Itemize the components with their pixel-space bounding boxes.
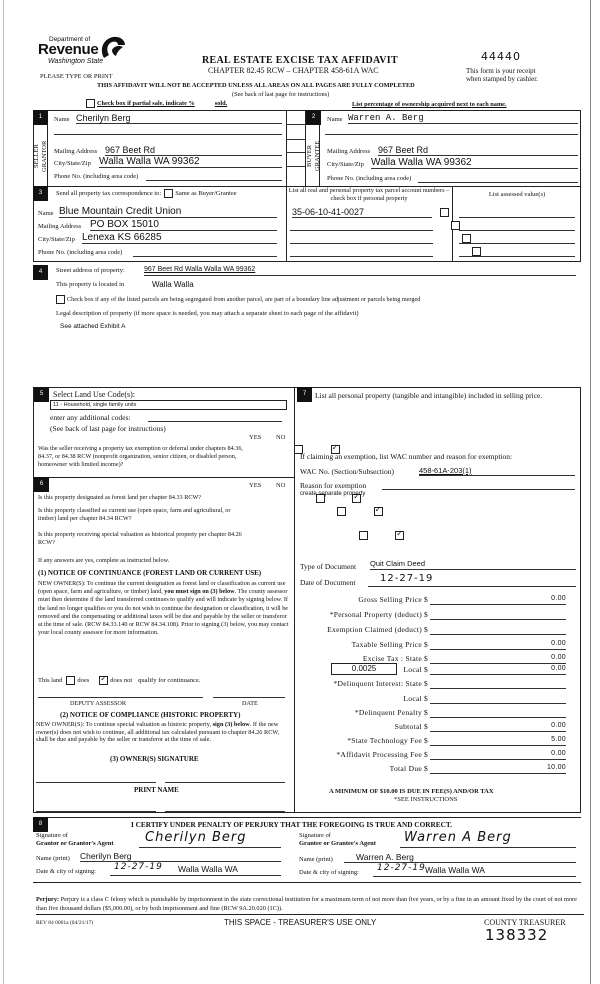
parcel-number-field-4[interactable] xyxy=(290,256,433,257)
please-type-note: PLEASE TYPE OR PRINT xyxy=(40,73,113,80)
gross-selling-price-label: Gross Selling Price xyxy=(358,595,422,604)
perjury-certification: I CERTIFY UNDER PENALTY OF PERJURY THAT THE FOREGOING IS TRUE AND CORRECT. xyxy=(131,820,453,829)
receipt-note-1: This form is your receipt xyxy=(466,67,536,75)
owner-signature-title: (3) OWNER(S) SIGNATURE xyxy=(110,755,199,763)
affidavit-processing-fee-field[interactable]: 0.00 xyxy=(430,750,566,760)
seller-side-column xyxy=(33,110,48,186)
section6-yes-header: YES xyxy=(249,482,262,489)
document-date-field[interactable]: 12-27-19 xyxy=(368,575,576,587)
deputy-assessor-signature-field[interactable] xyxy=(38,697,203,698)
state-technology-fee-label: *State Technology Fee xyxy=(347,736,422,745)
taxable-selling-price-label: Taxable Selling Price xyxy=(351,640,422,649)
segregate-label: Check box if any of the listed parcels are being segregated from another parcel, are part of a boundary line adjustment or parcels being merged xyxy=(67,296,421,303)
parcel-number-field-3[interactable] xyxy=(290,243,433,244)
assessed-value-field-1[interactable] xyxy=(459,217,575,218)
section-8-number: 8 xyxy=(33,817,48,832)
section-3-number: 3 xyxy=(33,186,48,201)
personal-property-checkbox-4[interactable] xyxy=(472,247,481,256)
grantee-name-label: Name (print) xyxy=(299,856,333,863)
personal-property-deduct-row: *Personal Property (deduct) $ xyxy=(300,610,576,621)
buyer-mailing-label: Mailing Address xyxy=(327,148,371,155)
state-technology-fee-field[interactable]: 5.00 xyxy=(430,736,566,746)
parcel-number-field-2[interactable] xyxy=(290,230,433,231)
same-as-buyer-checkbox[interactable] xyxy=(164,189,173,198)
wac-number-label: WAC No. (Section/Subsection) xyxy=(300,467,394,476)
exemption-reason-value[interactable]: create separate property xyxy=(300,491,366,497)
print-name-field-1[interactable] xyxy=(36,811,156,812)
exemption-claimed-label: Exemption Claimed (deduct) xyxy=(327,625,422,634)
partial-sale-row xyxy=(86,99,227,108)
personal-property-checkbox-3[interactable] xyxy=(462,234,471,243)
grantor-date-city-field[interactable]: 12-27-19 Walla Walla WA xyxy=(110,864,281,876)
logo-line2: Revenue xyxy=(38,41,99,58)
correspondence-phone-field[interactable] xyxy=(133,249,277,257)
grantee-signature-label-2: Grantee or Grantee's Agent xyxy=(299,840,376,847)
correspondence-city-label: City/State/Zip xyxy=(38,236,75,243)
see-instructions-note: *SEE INSTRUCTIONS xyxy=(394,796,458,803)
section-6-number: 6 xyxy=(34,477,49,492)
does-label: does xyxy=(77,677,90,684)
current-use-question: Is this property classified as current use (open space, farm and agricultural, or timber) land per chapter 84.34 RCW? xyxy=(38,507,231,522)
total-due-label: Total Due xyxy=(389,764,422,773)
does-not-label: does not xyxy=(110,677,133,684)
document-date-label: Date of Document xyxy=(300,578,356,587)
print-name-field-2[interactable] xyxy=(165,811,285,812)
section-2-number: 2 xyxy=(306,110,321,125)
delinquent-interest-local-row: Local $ xyxy=(300,694,576,705)
seller-name-label: Name xyxy=(54,116,70,123)
seller-city-label: City/State/Zip xyxy=(54,160,91,167)
delinquent-interest-local-field[interactable] xyxy=(430,694,566,704)
affidavit-processing-fee-row: *Affidavit Processing Fee $ 0.00 xyxy=(336,750,566,759)
correspondence-name-field[interactable]: Blue Mountain Credit Union xyxy=(59,206,277,218)
form-subtitle: CHAPTER 82.45 RCW – CHAPTER 458-61A WAC xyxy=(208,66,379,75)
dor-swoosh-logo-icon xyxy=(100,36,126,60)
personal-property-deduct-field[interactable] xyxy=(430,610,566,620)
parcel-number-field-1[interactable]: 35-06-10-41-0027 xyxy=(292,207,432,218)
personal-property-deduct-label: *Personal Property (deduct) xyxy=(329,610,422,619)
current-use-yes-checkbox[interactable] xyxy=(337,507,346,516)
send-correspondence-row xyxy=(56,189,237,198)
delinquent-interest-state-row: *Delinquent Interest: State $ xyxy=(300,679,576,690)
date-label: DATE xyxy=(242,700,258,707)
does-not-qualify-checkbox[interactable] xyxy=(99,676,108,685)
correspondence-mailing-label: Mailing Address xyxy=(38,223,82,230)
grantor-name-field[interactable]: Cherilyn Berg xyxy=(80,851,281,862)
see-back-note: (See back of last page for instructions) xyxy=(232,91,330,98)
state-technology-fee-row: *State Technology Fee $ 5.00 xyxy=(347,736,566,745)
delinquent-penalty-label: *Delinquent Penalty xyxy=(354,708,422,717)
land-use-select[interactable]: 11 - Household, single family units xyxy=(50,400,287,410)
total-due-row: Total Due $ 10.00 xyxy=(389,764,566,773)
handwritten-treasurer-number: 138332 xyxy=(485,926,549,944)
logo-line1: Department of xyxy=(49,36,91,43)
partial-sale-checkbox[interactable] xyxy=(86,99,95,108)
document-type-label: Type of Document xyxy=(300,562,357,571)
affidavit-processing-fee-label: *Affidavit Processing Fee xyxy=(336,750,422,759)
this-land-label: This land xyxy=(38,677,63,684)
historical-yes-checkbox[interactable] xyxy=(359,531,368,540)
section5-yes-header: YES xyxy=(249,434,262,441)
gross-selling-price-row: Gross Selling Price $ 0.00 xyxy=(358,595,566,604)
buyer-grantee-label: BUYER GRANTEE xyxy=(306,140,321,172)
subtotal-field[interactable]: 0.00 xyxy=(430,722,566,732)
delinquent-penalty-field[interactable] xyxy=(430,708,566,718)
personal-property-checkbox-1[interactable] xyxy=(440,208,449,217)
seller-name-field[interactable]: Cherilyn Berg xyxy=(76,113,282,124)
excise-tax-state-row: Excise Tax : State $ 0.00 xyxy=(362,654,566,663)
handwritten-receipt-number: 44440 xyxy=(481,50,521,63)
buyer-name-field[interactable]: Warren A. Berg xyxy=(348,113,578,124)
seller-grantor-label: SELLER GRANTOR xyxy=(33,140,48,172)
buyer-phone-field[interactable] xyxy=(418,175,578,183)
exemption-claim-label: If claiming an exemption, list WAC number and reason for exemption: xyxy=(300,452,513,461)
parcel-header: List all real and personal property tax parcel account numbers – check box if personal property xyxy=(288,187,450,202)
exemption-claimed-row: Exemption Claimed (deduct) $ xyxy=(300,625,576,636)
gross-selling-price-field[interactable]: 0.00 xyxy=(430,595,566,605)
legal-description-value[interactable]: See attached Exhibit A xyxy=(60,323,126,330)
delinquent-interest-state-label: *Delinquent Interest: State xyxy=(333,679,422,688)
personal-property-checkbox-2[interactable] xyxy=(451,221,460,230)
correspondence-mailing-field[interactable]: PO BOX 15010 xyxy=(90,219,277,231)
excise-tax-local-label: Local xyxy=(403,665,422,674)
grantor-name-label: Name (print) xyxy=(36,855,70,862)
grantee-signature-field[interactable]: Warren A Berg xyxy=(400,835,576,848)
notice-continuance-text: NEW OWNER(S): To continue the current designation as forest land or classification as current use (open space, farm and agriculture, or timber) land, you must sign on (3) below. The county assessor must then determine if the land transferred continues to qualify and will indicate by signing below. If the land no longer qualifies or you do not wish to continue the designation or classification, it will be removed and the compensating or additional taxes will be due and payable by the seller or transferor at the time of sale. (RCW 84.33.140 or RCW 84.34.108). Prior to signing (3) below, you may contact your local county assessor for more information. xyxy=(38,580,289,637)
buyer-city-label: City/State/Zip xyxy=(327,161,364,168)
grantee-signature-label-1: Signature of xyxy=(299,832,331,839)
seller-city-field[interactable]: Walla Walla WA 99362 xyxy=(99,156,282,168)
delinquent-interest-local-label: Local xyxy=(403,694,422,703)
logo-line3: Washington State xyxy=(48,58,104,65)
additional-codes-field[interactable] xyxy=(148,413,282,422)
exemption-reason-label: Reason for exemption xyxy=(300,481,367,490)
acceptance-warning: THIS AFFIDAVIT WILL NOT BE ACCEPTED UNLESS ALL AREAS ON ALL PAGES ARE FULLY COMPLETED xyxy=(97,82,415,89)
owner-signature-field-1[interactable] xyxy=(36,782,156,783)
grantee-name-field[interactable]: Warren A. Berg xyxy=(344,852,576,863)
if-yes-note: If any answers are yes, complete as instructed below. xyxy=(38,557,170,564)
assessed-header: List assessed value(s) xyxy=(488,191,546,198)
seller-phone-field[interactable] xyxy=(146,173,282,181)
notice-compliance-title: (2) NOTICE OF COMPLIANCE (HISTORIC PROPERTY) xyxy=(60,711,241,719)
treasurer-use-only: THIS SPACE - TREASURER'S USE ONLY xyxy=(224,918,377,927)
grantor-signature-field[interactable]: Cherilyn Berg xyxy=(139,835,281,848)
taxable-selling-price-field[interactable]: 0.00 xyxy=(430,640,566,650)
seller-phone-label: Phone No. (including area code) xyxy=(54,173,139,180)
segregate-row xyxy=(56,295,420,304)
partial-sale-sold: sold. xyxy=(214,100,228,107)
qualify-label: qualify for continuance. xyxy=(138,677,201,684)
forest-land-question: Is this property designated as forest land per chapter 84.33 RCW? xyxy=(38,494,202,501)
assessed-value-field-3[interactable] xyxy=(459,243,575,244)
form-title: REAL ESTATE EXCISE TAX AFFIDAVIT xyxy=(202,55,398,66)
does-qualify-checkbox[interactable] xyxy=(66,676,75,685)
grantor-signature-label-1: Signature of xyxy=(36,832,68,839)
located-in-label: This property is located in xyxy=(56,281,125,288)
notice-compliance-text: NEW OWNER(S): To continue special valuation as historic property, sign (3) below. If the new owner(s) does not wish to continue, all additional tax calculated pursuant to chapter 84.26 RCW, shall be due and payable by the seller or transferor at the time of sale. xyxy=(36,721,280,743)
seller-mailing-label: Mailing Address xyxy=(54,148,98,155)
buyer-name-field-2[interactable] xyxy=(325,134,578,135)
grantee-date-label: Date & city of signing: xyxy=(299,869,359,876)
delinquent-penalty-row: *Delinquent Penalty $ xyxy=(300,708,576,719)
grantee-date-city-field[interactable]: 12-27-19 Walla Walla WA xyxy=(373,865,576,877)
county-treasurer-label: COUNTY TREASURER xyxy=(484,918,566,927)
buyer-side-column xyxy=(305,110,320,186)
local-rate-field[interactable]: 0.0025 xyxy=(331,663,397,675)
dor-logo xyxy=(38,36,133,66)
exemption-reason-line[interactable] xyxy=(382,481,575,490)
additional-codes-label: enter any additional codes: xyxy=(50,413,131,422)
owner-signature-field-2[interactable] xyxy=(165,782,285,783)
land-use-label: Select Land Use Code(s): xyxy=(53,390,135,399)
deputy-assessor-date-field[interactable] xyxy=(213,697,285,698)
excise-tax-state-field[interactable]: 0.00 xyxy=(430,654,566,664)
section5-no-header: NO xyxy=(276,434,286,441)
seller-mailing-field[interactable]: 967 Beet Rd xyxy=(105,145,282,156)
current-use-no-checkbox[interactable] xyxy=(374,507,383,516)
minimum-due-note: A MINIMUM OF $10.00 IS DUE IN FEE(S) AND/OR TAX xyxy=(329,788,494,795)
subtotal-label: Subtotal xyxy=(394,722,422,731)
deputy-assessor-label: DEPUTY ASSESSOR xyxy=(70,700,126,707)
section-4-number: 4 xyxy=(33,265,48,280)
delinquent-interest-state-field[interactable] xyxy=(430,679,566,689)
excise-tax-state-label: Excise Tax : State xyxy=(362,654,422,663)
subtotal-row: Subtotal $ 0.00 xyxy=(394,722,566,731)
buyer-phone-label: Phone No. (including area code) xyxy=(327,175,412,182)
form-revision: REV 84 0001a (04/21/17) xyxy=(36,920,94,926)
section6-no-header: NO xyxy=(276,482,286,489)
excise-tax-local-row: Local $ 0.00 xyxy=(403,665,566,674)
section-5-number: 5 xyxy=(34,387,49,402)
segregate-checkbox[interactable] xyxy=(56,295,65,304)
land-use-see-back: (See back of last page for instructions) xyxy=(50,424,166,433)
continuance-row xyxy=(38,676,200,685)
section-1-number: 1 xyxy=(33,110,48,125)
correspondence-phone-label: Phone No. (including area code) xyxy=(38,249,123,256)
personal-property-label: List all personal property (tangible and intangible) included in selling price. xyxy=(315,391,543,400)
notice-continuance-title: (1) NOTICE OF CONTINUANCE (FOREST LAND OR CURRENT USE) xyxy=(38,569,262,577)
receipt-note-2: when stamped by cashier. xyxy=(466,75,538,83)
assessed-value-field-2[interactable] xyxy=(459,230,575,231)
exemption-question: Was the seller receiving a property tax exemption or deferral under chapters 84.36, 84.37, or 84.38 RCW (nonprofit organization, senior citizen, or disabled person, homeowner with limited income)? xyxy=(38,445,243,468)
wac-number-field[interactable]: 458-61A-203(1) xyxy=(419,466,575,476)
page-edge-left xyxy=(3,0,4,984)
correspondence-city-field[interactable]: Lenexa KS 66285 xyxy=(82,232,277,244)
section-7-number: 7 xyxy=(297,387,312,402)
print-name-title: PRINT NAME xyxy=(134,786,179,794)
located-in-value[interactable]: Walla Walla xyxy=(152,280,194,289)
historical-no-checkbox[interactable] xyxy=(395,531,404,540)
document-type-field[interactable]: Quit Claim Deed xyxy=(370,559,576,570)
historical-question: Is this property receiving special valuation as historical property per chapter 84.26 RCW? xyxy=(38,531,242,546)
legal-description-label: Legal description of property (if more space is needed, you may attach a separate sheet to each page of the affidavit) xyxy=(56,310,359,317)
same-as-buyer-label: Same as Buyer/Grantee xyxy=(175,190,237,197)
buyer-city-field[interactable]: Walla Walla WA 99362 xyxy=(371,157,578,169)
grantor-signature-label-2: Grantor or Grantor's Agent xyxy=(36,840,114,847)
excise-tax-local-field[interactable]: 0.00 xyxy=(430,665,566,675)
seller-name-field-2[interactable] xyxy=(54,134,282,135)
perjury-notice: Perjury: Perjury is a class C felony which is punishable by imprisonment in the state correctional institution for a maximum term of not more than five years, or by a fine in an amount fixed by the court of not more than five thousand dollars ($5,000.00), or by both imprisonment and fine (RCW 9A.20.020 (1C)). xyxy=(36,895,584,915)
partial-sale-label: Check box if partial sale, indicate % xyxy=(97,100,195,107)
street-address-label: Street address of property: xyxy=(56,267,125,274)
send-correspondence-label: Send all property tax correspondence to: xyxy=(56,190,162,197)
buyer-name-label: Name xyxy=(327,116,343,123)
page-edge-right xyxy=(590,0,591,984)
ownership-note: List percentage of ownership acquired next to each name. xyxy=(352,101,507,108)
correspondence-name-label: Name xyxy=(38,210,54,217)
taxable-selling-price-row: Taxable Selling Price $ 0.00 xyxy=(351,640,566,649)
grantor-date-label: Date & city of signing: xyxy=(36,868,96,875)
assessed-value-field-4[interactable] xyxy=(459,256,575,257)
street-address-field[interactable]: 967 Beet Rd Walla Walla WA 99362 xyxy=(144,266,576,276)
exemption-claimed-field[interactable] xyxy=(430,625,566,635)
buyer-mailing-field[interactable]: 967 Beet Rd xyxy=(378,145,578,156)
total-due-field[interactable]: 10.00 xyxy=(430,764,566,774)
